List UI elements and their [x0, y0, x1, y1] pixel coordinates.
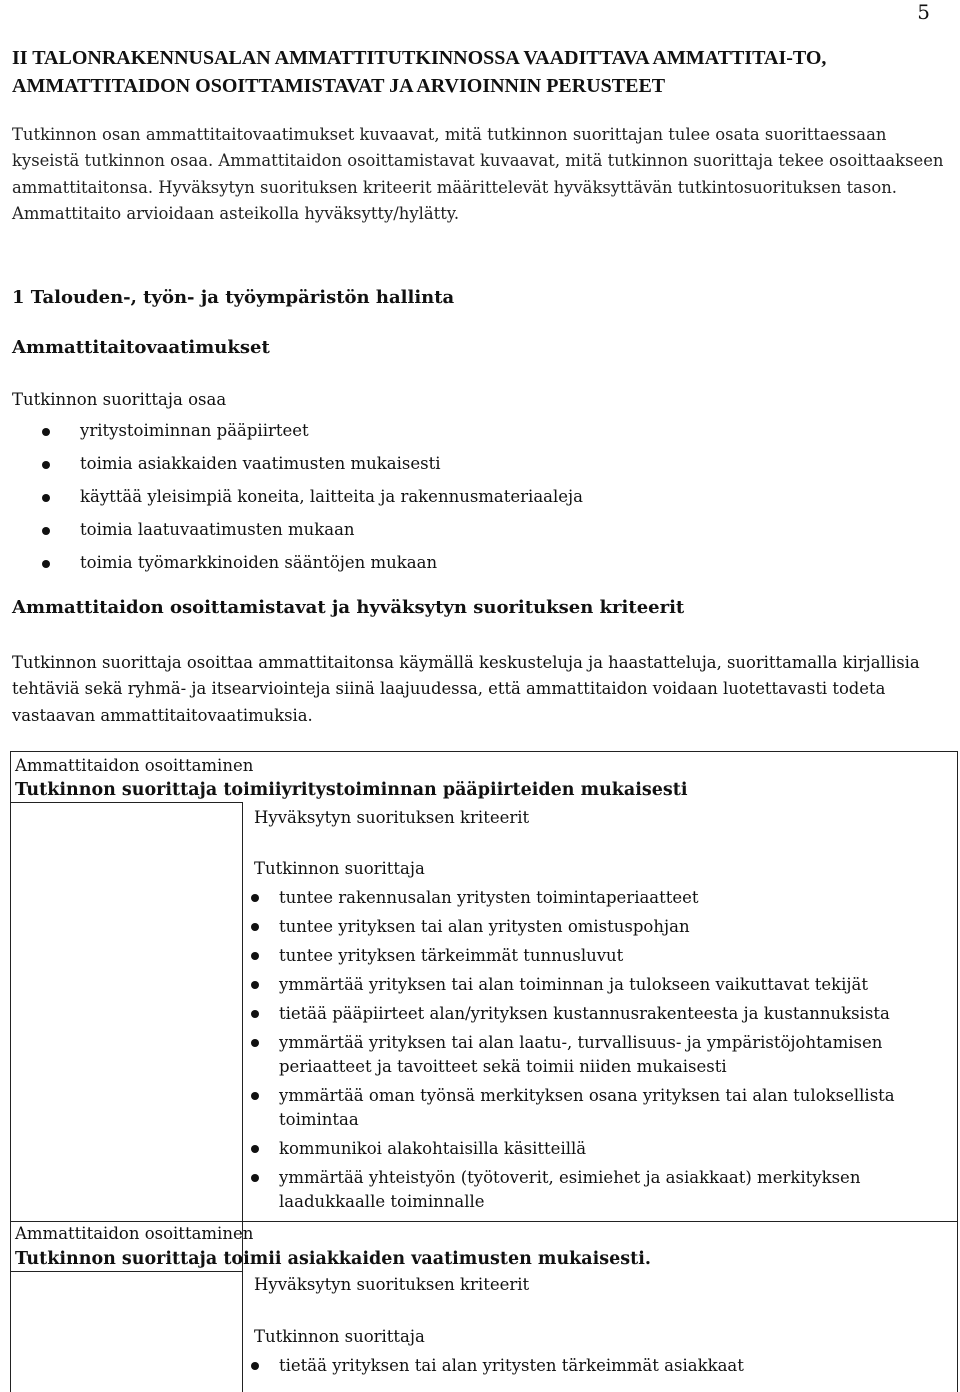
- row2-label: Ammattitaidon osoittaminen: [15, 1224, 254, 1243]
- list-item: tuntee rakennusalan yritysten toimintaperiaatteet: [249, 886, 939, 910]
- list-item: kommunikoi alakohtaisilla käsitteillä: [249, 1137, 939, 1161]
- list-item: yritystoiminnan pääpiirteet: [12, 418, 583, 451]
- row1-label: Ammattitaidon osoittaminen: [15, 756, 254, 775]
- row-divider: [11, 1271, 242, 1272]
- list-item: ymmärtää yrityksen tai alan toiminnan ja tulokseen vaikuttavat tekijät: [249, 973, 939, 997]
- list-item: ymmärtää oman työnsä merkityksen osana yrityksen tai alan tuloksellista toimintaa: [249, 1084, 939, 1132]
- row1-criteria-title: Hyväksytyn suorituksen kriteerit: [254, 808, 530, 827]
- row1-task: Tutkinnon suorittaja toimiiyritystoiminnan pääpiirteiden mukaisesti: [15, 780, 688, 800]
- section-title: 1 Talouden-, työn- ja työympäristön hallinta: [12, 287, 455, 308]
- list-item: käyttää yleisimpiä koneita, laitteita ja rakennusmateriaaleja: [12, 484, 583, 517]
- row2-criteria-list: [249, 1354, 939, 1383]
- criteria-paragraph: Tutkinnon suorittaja osoittaa ammattitaitonsa käymällä keskusteluja ja haastatteluja, suorittamalla kirjallisia tehtäviä sekä ryhmä- ja itsearviointeja siinä laajuudessa, että ammattitaidon voidaan luotettavasti todeta vastaavan ammattitaitovaatimuksia.: [12, 653, 920, 725]
- list-item: ymmärtää yrityksen tai alan laatu-, turvallisuus- ja ympäristöjohtamisen periaatteet ja tavoitteet sekä toimii niiden mukaisesti: [249, 1031, 939, 1079]
- requirements-lead: Tutkinnon suorittaja osaa: [12, 390, 227, 409]
- list-item: tuntee yrityksen tärkeimmät tunnusluvut: [249, 944, 939, 968]
- row-divider: [11, 1221, 957, 1222]
- requirements-title: Ammattitaitovaatimukset: [12, 337, 270, 358]
- column-divider: [242, 802, 243, 1392]
- row1-subject: Tutkinnon suorittaja: [254, 859, 425, 878]
- list-item: tietää yrityksen tai alan yritysten tärkeimmät asiakkaat: [249, 1354, 939, 1378]
- row2-criteria-title: Hyväksytyn suorituksen kriteerit: [254, 1275, 530, 1294]
- list-item: toimia laatuvaatimusten mukaan: [12, 517, 583, 550]
- criteria-title: Ammattitaidon osoittamistavat ja hyväksytyn suorituksen kriteerit: [12, 597, 685, 618]
- list-item: ymmärtää yhteistyön (työtoverit, esimiehet ja asiakkaat) merkityksen laadukkaalle toiminnalle: [249, 1166, 939, 1214]
- row2-task: Tutkinnon suorittaja toimii asiakkaiden vaatimusten mukaisesti.: [15, 1249, 651, 1269]
- list-item: tietää pääpiirteet alan/yrityksen kustannusrakenteesta ja kustannuksista: [249, 1002, 939, 1026]
- assessment-table: [10, 751, 958, 1392]
- row-divider: [11, 802, 242, 803]
- page-title: II TALONRAKENNUSALAN AMMATTITUTKINNOSSA VAADITTAVA AMMATTITAI-TO, AMMATTITAIDON OSOITTAMISTAVAT JA ARVIOINNIN PERUSTEET: [12, 47, 827, 97]
- page-number: 5: [917, 0, 930, 24]
- list-item: toimia asiakkaiden vaatimusten mukaisesti: [12, 451, 583, 484]
- list-item: toimia työmarkkinoiden sääntöjen mukaan: [12, 550, 583, 583]
- row2-subject: Tutkinnon suorittaja: [254, 1327, 425, 1346]
- intro-paragraph: Tutkinnon osan ammattitaitovaatimukset kuvaavat, mitä tutkinnon suorittajan tulee osata suorittaessaan kyseistä tutkinnon osaa. Ammattitaidon osoittamistavat kuvaavat, mitä tutkinnon suorittaja tekee osoittaakseen ammattitaitonsa. Hyväksytyn suorituksen kriteerit määrittelevät hyväksyttävän tutkintosuorituksen tason. Ammattitaito arvioidaan asteikolla hyväksytty/hylätty.: [12, 125, 944, 224]
- row1-criteria-list: [249, 886, 939, 1219]
- requirements-list: [12, 418, 583, 583]
- list-item: tuntee yrityksen tai alan yritysten omistuspohjan: [249, 915, 939, 939]
